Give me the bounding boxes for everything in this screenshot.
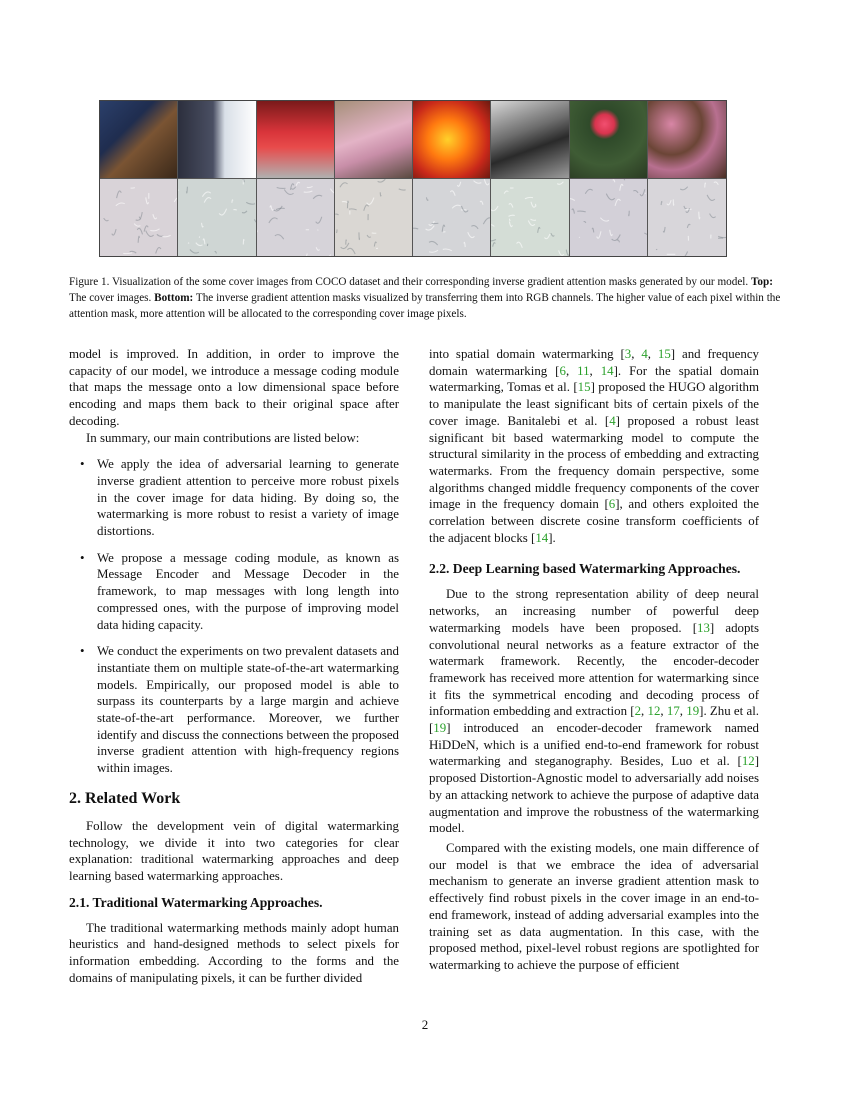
attention-mask-texture (335, 179, 412, 257)
intro-paragraph-end: model is improved. In addition, in order to improve the capacity of our model, we introduce a message coding module that maps the message onto a low dimensional space before encoding and maps them back to their original space after decoding. (69, 347, 399, 428)
attention-mask-8 (648, 179, 726, 257)
attention-mask-1 (100, 179, 178, 257)
mask-texture-stroke (315, 216, 321, 222)
mask-texture-stroke (517, 242, 523, 248)
mask-texture-stroke (583, 221, 585, 222)
mask-texture-stroke (137, 228, 142, 234)
mask-texture-stroke (296, 182, 300, 185)
attention-mask-6 (491, 179, 569, 257)
mask-texture-stroke (313, 195, 322, 198)
attention-mask-texture (648, 179, 726, 257)
mask-texture-stroke (483, 217, 490, 223)
mask-texture-stroke (215, 251, 217, 253)
mask-texture-stroke (531, 219, 537, 220)
mask-texture-stroke (504, 191, 508, 194)
mask-texture-stroke (450, 190, 455, 195)
citation-link[interactable]: 4 (641, 347, 648, 361)
subsection-title-traditional: 2.1. Traditional Watermarking Approaches. (69, 894, 323, 910)
mask-texture-stroke (335, 214, 338, 215)
attention-mask-texture (491, 179, 568, 257)
citation-link[interactable]: 19 (686, 704, 700, 719)
mask-texture-stroke (718, 236, 726, 237)
mask-texture-stroke (616, 239, 619, 241)
mask-texture-stroke (134, 223, 140, 226)
mask-texture-stroke (709, 213, 715, 217)
cover-image-pink-flowers (648, 101, 726, 179)
mask-texture-stroke (291, 186, 295, 188)
mask-texture-stroke (232, 199, 233, 202)
mask-texture-stroke (274, 234, 283, 239)
related-work-paragraph: Follow the development vein of digital watermarking technology, we divide it into two categories for clear explanation: traditional watermarking approaches and deep learning based watermarking approaches. (69, 818, 399, 883)
mask-texture-stroke (661, 201, 662, 204)
caption-bottom-label: Bottom: (154, 292, 194, 304)
attention-mask-texture (570, 179, 647, 257)
attention-mask-7 (570, 179, 648, 257)
mask-texture-stroke (276, 187, 285, 188)
citation-link[interactable]: 6 (608, 497, 616, 512)
mask-texture-stroke (190, 249, 199, 253)
contributions-list (69, 456, 399, 777)
mask-texture-stroke (244, 239, 245, 244)
mask-texture-stroke (609, 229, 612, 235)
contribution-item: • We apply the idea of adversarial learning to generate inverse gradient attention to perceive more robust pixels in the cover image for data hiding. By doing so, the watermarking is more robust to resist a variety of image distortions. (97, 456, 399, 540)
mask-texture-stroke (571, 208, 573, 213)
mask-texture-stroke (633, 190, 638, 192)
attention-mask-texture (100, 179, 177, 257)
citation-link[interactable]: 12 (741, 754, 755, 769)
traditional-paragraph: The traditional watermarking methods mainly adopt human heuristics and hand-designed methods to select pixels for information embedding. According to the forms and the domains of manipulating pixels, it can be further divided (69, 920, 399, 985)
mask-texture-stroke (640, 189, 645, 195)
mask-texture-stroke (174, 197, 177, 201)
mask-texture-stroke (359, 232, 360, 239)
mask-texture-stroke (480, 201, 483, 205)
mask-texture-stroke (162, 235, 170, 236)
contributions-intro: In summary, our main contributions are listed below: (86, 430, 360, 445)
mask-texture-stroke (644, 232, 647, 234)
figure-1-image-grid (99, 100, 727, 257)
attention-mask-5 (413, 179, 491, 257)
citation-link[interactable]: 6 (559, 363, 566, 378)
mask-texture-stroke (621, 179, 624, 180)
mask-texture-stroke (509, 215, 515, 216)
attention-mask-texture (257, 179, 334, 257)
mask-texture-stroke (234, 209, 237, 210)
page-number: 2 (421, 1017, 429, 1032)
mask-texture-stroke (707, 194, 715, 200)
mask-texture-stroke (153, 214, 157, 219)
attention-mask-texture (413, 179, 490, 257)
mask-texture-stroke (255, 219, 256, 224)
mask-texture-stroke (219, 208, 226, 214)
mask-texture-stroke (347, 201, 348, 208)
citation-link[interactable]: 17 (666, 704, 680, 719)
mask-texture-stroke (531, 201, 535, 206)
mask-texture-stroke (628, 210, 629, 215)
mask-texture-stroke (112, 229, 116, 235)
mask-texture-stroke (366, 197, 373, 204)
cover-image-orange-flower (413, 101, 491, 179)
mask-texture-stroke (484, 179, 489, 185)
mask-texture-stroke (284, 189, 293, 194)
mask-texture-stroke (442, 225, 445, 232)
mask-texture-stroke (606, 193, 614, 199)
mask-texture-stroke (464, 242, 465, 247)
mask-texture-stroke (474, 180, 482, 183)
caption-bottom-text: The inverse gradient attention masks visualized by transferring them into RGB channels. The higher value of each pixel within the attention mask, more attention will be allocated to the corresponding cover image pixels. (69, 292, 781, 320)
traditional-paragraph-continued: into spatial domain watermarking [3, 4, 15] and frequency domain watermarking [6, 11, 14]. For the spatial domain watermarking, Tomas et al. [15] proposed the HUGO algorithm to manipulate the least significant bits of certain pixels of the cover image. Banitalebi et al. [4] proposed a robust least significant bit based watermarking model to compute the structural similarity in the process of embedding and extracting watermarks. From the frequency domain perspective, some algorithms changed middle frequency components of the cover image in the frequency domain [6], and others exploited the correlation between discrete cosine transform coefficients of the adjacent blocks [14]. (429, 347, 760, 545)
citation-link[interactable]: 11 (577, 363, 590, 378)
mask-texture-stroke (611, 234, 620, 240)
figure-1-caption (69, 274, 781, 322)
mask-texture-stroke (570, 198, 575, 200)
mask-texture-stroke (525, 197, 533, 198)
mask-texture-stroke (399, 188, 406, 189)
mask-texture-stroke (509, 203, 513, 207)
mask-texture-stroke (663, 226, 665, 231)
mask-texture-stroke (510, 221, 513, 226)
cover-image-people-snow (178, 101, 256, 179)
section-title-related-work: 2. Related Work (69, 789, 181, 807)
mask-texture-stroke (131, 187, 135, 188)
mask-texture-stroke (457, 181, 460, 186)
mask-texture-stroke (545, 233, 550, 238)
citation-link[interactable]: 15 (657, 347, 671, 361)
caption-lead: Figure 1. Visualization of the some cover images from COCO dataset and their corresponding inverse gradient attention masks generated by our model. (69, 276, 751, 288)
citation-link[interactable]: 4 (609, 413, 616, 428)
mask-texture-stroke (452, 205, 460, 208)
mask-texture-stroke (123, 252, 132, 253)
mask-texture-stroke (187, 186, 188, 192)
mask-texture-stroke (577, 211, 585, 212)
mask-texture-stroke (367, 235, 371, 237)
mask-texture-stroke (615, 199, 620, 206)
mask-texture-stroke (471, 225, 478, 228)
mask-texture-stroke (680, 186, 687, 189)
cover-image-person-back (100, 101, 178, 179)
mask-texture-stroke (268, 217, 277, 222)
mask-texture-stroke (380, 192, 381, 196)
mask-texture-stroke (336, 229, 337, 232)
attention-mask-texture (178, 179, 255, 257)
mask-texture-stroke (346, 239, 347, 244)
mask-texture-stroke (667, 200, 671, 205)
mask-texture-stroke (347, 248, 355, 254)
citation-link[interactable]: 19 (433, 721, 447, 736)
mask-texture-stroke (377, 179, 385, 182)
mask-texture-stroke (551, 233, 554, 236)
mask-texture-stroke (491, 205, 498, 210)
mask-texture-stroke (684, 205, 686, 208)
mask-texture-stroke (426, 197, 428, 200)
mask-texture-stroke (493, 242, 496, 246)
mask-texture-stroke (461, 205, 468, 211)
mask-texture-stroke (510, 218, 511, 220)
mask-texture-stroke (202, 222, 204, 226)
mask-texture-stroke (685, 209, 691, 210)
mask-texture-stroke (330, 188, 334, 193)
mask-texture-stroke (157, 234, 163, 236)
mask-texture-stroke (146, 197, 149, 203)
mask-texture-stroke (302, 253, 307, 256)
mask-texture-stroke (592, 228, 594, 232)
mask-texture-stroke (303, 190, 312, 191)
mask-texture-stroke (150, 228, 159, 230)
cover-image-baby-pink (335, 101, 413, 179)
mask-texture-stroke (342, 201, 348, 202)
mask-texture-stroke (491, 224, 494, 226)
citation-link[interactable]: 14 (600, 363, 614, 378)
mask-texture-stroke (196, 242, 203, 245)
caption-top-text: The cover images. (69, 292, 155, 304)
mask-texture-stroke (429, 250, 438, 252)
mask-texture-stroke (699, 211, 700, 218)
mask-texture-stroke (104, 218, 109, 221)
mask-texture-stroke (156, 247, 161, 253)
mask-texture-stroke (559, 250, 564, 255)
citation-link[interactable]: 15 (577, 380, 591, 395)
mask-texture-stroke (203, 238, 205, 243)
contribution-item: • We propose a message coding module, as known as Message Encoder and Message Decoder in the framework, to map messages with long length into compressed ones, with the purpose of improving model data hiding capacity. (97, 550, 399, 634)
mask-texture-stroke (242, 210, 247, 212)
subsection-title-deep-learning: 2.2. Deep Learning based Watermarking Approaches. (429, 561, 741, 577)
citation-link[interactable]: 12 (647, 704, 661, 719)
mask-texture-stroke (612, 179, 614, 181)
mask-texture-stroke (567, 249, 569, 255)
mask-texture-stroke (600, 217, 609, 220)
mask-texture-stroke (426, 225, 435, 230)
citation-link[interactable]: 2 (634, 704, 642, 719)
mask-texture-stroke (557, 181, 563, 184)
mask-texture-stroke (246, 202, 255, 204)
mask-texture-stroke (704, 183, 705, 188)
mask-texture-stroke (374, 241, 376, 246)
contribution-item: • We conduct the experiments on two prevalent datasets and instantiate them on multiple state-of-the-art watermarking models. Empirically, our proposed model is able to surpass its counterparts by a large margin and achieve state-of-the-art performance. Moreover, we further identify and discuss the connections between the proposed inverse gradient attention with high-frequency regions within images. (97, 643, 399, 777)
attention-mask-3 (257, 179, 335, 257)
mask-texture-stroke (203, 191, 211, 196)
mask-texture-stroke (687, 224, 690, 228)
mask-texture-stroke (585, 189, 592, 193)
mask-texture-stroke (117, 190, 122, 197)
cover-image-pink-ball (570, 101, 648, 179)
mask-texture-stroke (325, 254, 330, 256)
mask-texture-stroke (443, 249, 452, 251)
mask-texture-stroke (146, 230, 154, 236)
mask-texture-stroke (529, 220, 535, 225)
right-column (429, 346, 759, 974)
mask-texture-stroke (714, 181, 718, 184)
mask-texture-stroke (468, 232, 475, 237)
mask-texture-stroke (316, 247, 319, 250)
cover-image-bw-landscape (491, 101, 569, 179)
left-column (69, 346, 399, 987)
mask-texture-stroke (139, 212, 142, 218)
mask-texture-stroke (538, 227, 540, 232)
attention-mask-4 (335, 179, 413, 257)
comparison-paragraph: Compared with the existing models, one main difference of our model is that we embrace the idea of adversarial mechanism to generate an inverse gradient attention mask to effectively find robust pixels in the cover image in an end-to-end framework, instead of adding adversarial examples into the training set as data augmentation. In this case, with the proposed method, pixel-level robust regions are spotlighted for watermarking to achieve the purpose of efficient (429, 840, 759, 972)
citation-link[interactable]: 3 (624, 347, 632, 361)
attention-mask-2 (178, 179, 256, 257)
mask-texture-stroke (413, 228, 418, 229)
mask-texture-stroke (596, 231, 600, 238)
mask-texture-stroke (679, 251, 688, 256)
mask-texture-stroke (205, 197, 212, 202)
mask-texture-stroke (116, 202, 125, 205)
cover-image-red-chair (257, 101, 335, 179)
citation-link[interactable]: 13 (697, 620, 710, 635)
mask-texture-stroke (306, 186, 312, 187)
mask-texture-stroke (364, 204, 369, 210)
mask-texture-stroke (340, 242, 348, 248)
mask-texture-stroke (429, 241, 438, 245)
mask-texture-stroke (491, 239, 496, 240)
caption-top-label: Top: (751, 276, 773, 288)
mask-texture-stroke (136, 218, 141, 220)
mask-texture-stroke (619, 184, 622, 190)
mask-texture-stroke (270, 205, 272, 209)
mask-texture-stroke (138, 236, 139, 243)
mask-texture-stroke (349, 208, 357, 209)
deep-learning-paragraph: Due to the strong representation ability of deep neural networks, an increasing number of powerful deep watermarking models have been proposed. [13] adopts convolutional neural networks as a feature extractor of the watermark framework. Recently, the encoder-decoder framework has received more attention for watermarking since it fits the symmetrical encoding and decoding process of information embedding and extraction [2, 12, 17, 19]. Zhu et al. [19] introduced an encoder-decoder framework named HiDDeN, which is a unified end-to-end framework for robust watermarking and steganography. Besides, Luo et al. [12] proposed Distortion-Agnostic model to adversarially add noises by an attacking network to achieve the purpose of adaptive data augmentation and improve the robustness of the watermarking model. (429, 587, 760, 836)
citation-link[interactable]: 14 (535, 530, 549, 545)
mask-texture-stroke (340, 182, 348, 187)
